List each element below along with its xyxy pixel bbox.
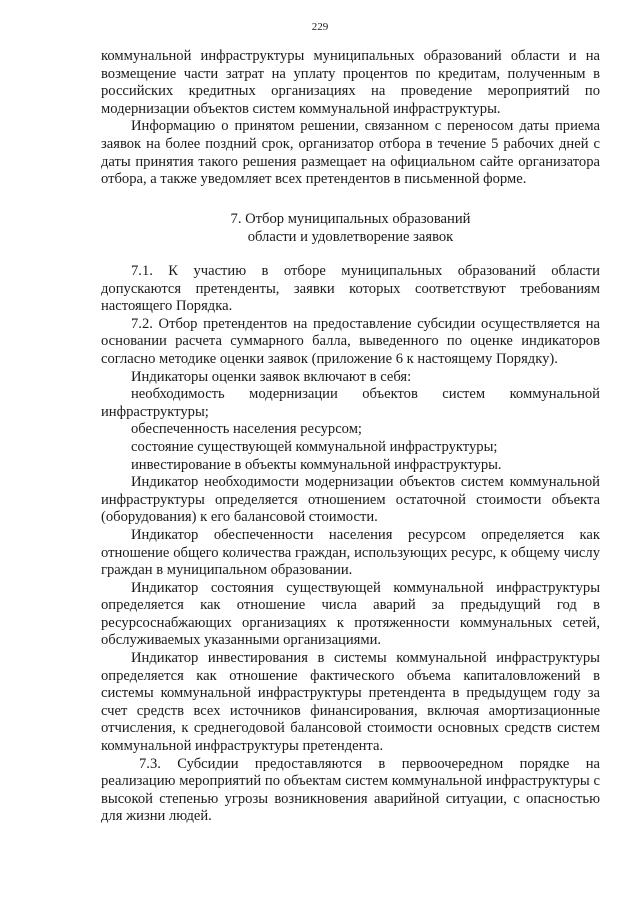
paragraph-7-3: 7.3. Субсидии предоставляются в первоочередном порядке на реализацию мероприятий по объектам систем коммунальной инфраструктуры с высокой степенью угрозы возникновения аварийной ситуации, с опасностью для жизни людей. (101, 755, 600, 825)
section-heading (101, 210, 600, 246)
section-heading-line2: области и удовлетворение заявок (247, 229, 454, 245)
continuation-paragraph: коммунальной инфраструктуры муниципальных образований области и на возмещение части затрат на уплату процентов по кредитам, полученным в российских кредитных организациях на проведение мероприятий по модернизации объектов систем коммунальной инфраструктуры. (101, 48, 600, 117)
indicator-desc-investment: Индикатор инвестирования в системы коммунальной инфраструктуры определяется как отношение фактического объема капиталовложений в системы коммунальной инфраструктуры претендента в предыдущем году за счет средств всех источников финансирования, включая амортизационные отчисления, к среднегодовой балансовой стоимости основных средств систем коммунальной инфраструктуры претендента. (101, 650, 600, 755)
paragraph-7-2: 7.2. Отбор претендентов на предоставление субсидии осуществляется на основании расчета суммарного балла, выведенного по оценке индикаторов согласно методике оценки заявок (приложение 6 к настоящему Порядку). (101, 315, 600, 367)
paragraph-date-change: Информацию о принятом решении, связанном с переносом даты приема заявок на более поздний срок, организатор отбора в течение 5 рабочих дней с даты принятия такого решения размещает на официальном сайте организатора отбора, а также уведомляет всех претендентов в письменной форме. (101, 118, 600, 188)
indicator-desc-supply: Индикатор обеспеченности населения ресурсом определяется как отношение общего количества граждан, использующих ресурс, к общему числу граждан в муниципальном образовании. (101, 526, 600, 579)
indicator-item-supply: обеспеченность населения ресурсом; (131, 421, 362, 438)
indicators-intro: Индикаторы оценки заявок включают в себя: (131, 368, 412, 385)
indicator-desc-state: Индикатор состояния существующей коммунальной инфраструктуры определяется как отношение числа аварий за предыдущий год в ресурсоснабжающих организациях к протяженности коммунальных сетей, обслуживаемых указанными организациями. (101, 579, 600, 649)
continuation-text (101, 48, 600, 189)
indicator-item-state: состояние существующей коммунальной инфраструктуры; (131, 438, 498, 455)
section-body (101, 263, 600, 826)
paragraph-7-1: 7.1. К участию в отборе муниципальных образований области допускаются претенденты, заявки которых соответствуют требованиям настоящего Порядка. (101, 263, 600, 315)
page-number: 229 (311, 21, 329, 33)
section-heading-line1: 7. Отбор муниципальных образований (230, 211, 471, 227)
indicator-item-modernization: необходимость модернизации объектов систем коммунальной инфраструктуры; (101, 386, 600, 420)
indicator-item-investment: инвестирование в объекты коммунальной инфраструктуры. (131, 456, 502, 473)
indicator-desc-modernization: Индикатор необходимости модернизации объектов систем коммунальной инфраструктуры определяется отношением остаточной стоимости объекта (оборудования) к его балансовой стоимости. (101, 474, 600, 526)
